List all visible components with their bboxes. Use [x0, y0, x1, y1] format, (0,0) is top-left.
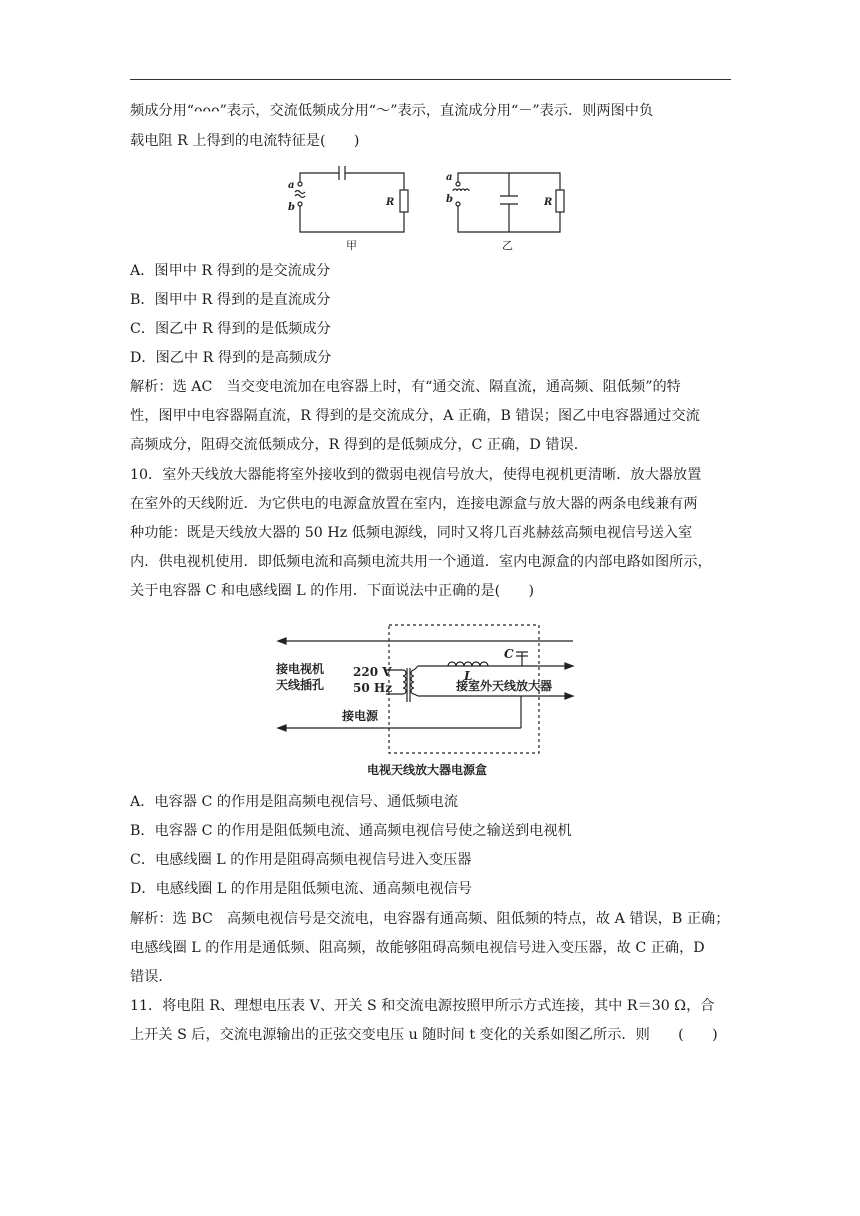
analysis-line: 错误． [130, 969, 173, 985]
question-line: 在室外的天线附近．为它供电的电源盒放置在室内，连接电源盒与放大器的两条电线兼有两 [130, 496, 698, 512]
figure-caption-yi: 乙 [502, 239, 513, 252]
option-a: A．图甲中 R 得到的是交流成分 [130, 263, 331, 279]
resistor-label: R [386, 197, 395, 208]
question-line: 关于电容器 C 和电感线圈 L 的作用．下面说法中正确的是( ) [130, 583, 535, 599]
question-line: 内．供电视机使用．即低频电流和高频电流共用一个通道．室内电源盒的内部电路如图所示， [130, 554, 712, 570]
terminal-b-label: b [446, 194, 453, 205]
voltage-label: 220 V [353, 665, 392, 679]
inductor-label: L [464, 669, 473, 683]
figure-caption: 电视天线放大器电源盒 [367, 763, 488, 777]
question-line: 种功能：既是天线放大器的 50 Hz 低频电源线，同时又将几百兆赫兹高频电视信号送入室 [130, 525, 693, 541]
analysis-line: 性，图甲中电容器隔直流，R 得到的是交流成分，A 正确，B 错误；图乙中电容器通过交流 [130, 408, 700, 424]
capacitor-label: C [504, 647, 514, 661]
power-box-circuit-figure [268, 622, 590, 780]
power-label: 接电源 [342, 709, 379, 723]
analysis-line: 解析：选 AC 当交变电流加在电容器上时，有“通交流、隔直流，通高频、阻低频”的特 [130, 379, 681, 395]
header-rule [130, 79, 731, 80]
analysis-line: 电感线圈 L 的作用是通低频、阻高频，故能够阻碍高频电视信号进入变压器，故 C 正确，D [130, 940, 705, 956]
text-line: 载电阻 R 上得到的电流特征是( ) [130, 133, 360, 149]
option-b: B．电容器 C 的作用是阻低频电流、通高频电视信号使之输送到电视机 [130, 823, 572, 839]
tv-socket-label: 天线插孔 [276, 678, 325, 692]
text-line: 频成分用“ᴖᴖᴖ”表示，交流低频成分用“～”表示，直流成分用“－”表示．则两图中负 [130, 103, 654, 119]
terminal-a-label: a [288, 180, 295, 191]
option-b: B．图甲中 R 得到的是直流成分 [130, 292, 331, 308]
option-d: D．图乙中 R 得到的是高频成分 [130, 350, 332, 366]
option-d: D．电感线圈 L 的作用是阻低频电流、通高频电视信号 [130, 881, 472, 897]
option-c: C．电感线圈 L 的作用是阻碍高频电视信号进入变压器 [130, 852, 472, 868]
question-line: 11．将电阻 R、理想电压表 V、开关 S 和交流电源按照甲所示方式连接，其中 R＝30 Ω，合 [130, 998, 715, 1014]
question-line: 上开关 S 后，交流电源输出的正弦交变电压 u 随时间 t 变化的关系如图乙所示．则 ( ) [130, 1027, 718, 1043]
tv-socket-label: 接电视机 [276, 662, 325, 676]
question-line: 10．室外天线放大器能将室外接收到的微弱电视信号放大，使得电视机更清晰．放大器放置 [130, 467, 702, 483]
analysis-line: 高频成分，阻碍交流低频成分，R 得到的是低频成分，C 正确，D 错误． [130, 437, 588, 453]
terminal-a-label: a [446, 172, 453, 183]
terminal-b-label: b [288, 202, 295, 213]
resistor-label: R [544, 197, 553, 208]
figure-caption-jia: 甲 [346, 239, 357, 252]
option-a: A．电容器 C 的作用是阻高频电视信号、通低频电流 [130, 794, 459, 810]
option-c: C．图乙中 R 得到的是低频成分 [130, 321, 331, 337]
amplifier-label: 接室外天线放大器 [456, 679, 553, 693]
analysis-line: 解析：选 BC 高频电视信号是交流电，电容器有通高频、阻低频的特点，故 A 错误，B 正确； [130, 911, 730, 927]
frequency-label: 50 Hz [353, 681, 393, 695]
circuit-figure-jia-yi [282, 160, 572, 255]
